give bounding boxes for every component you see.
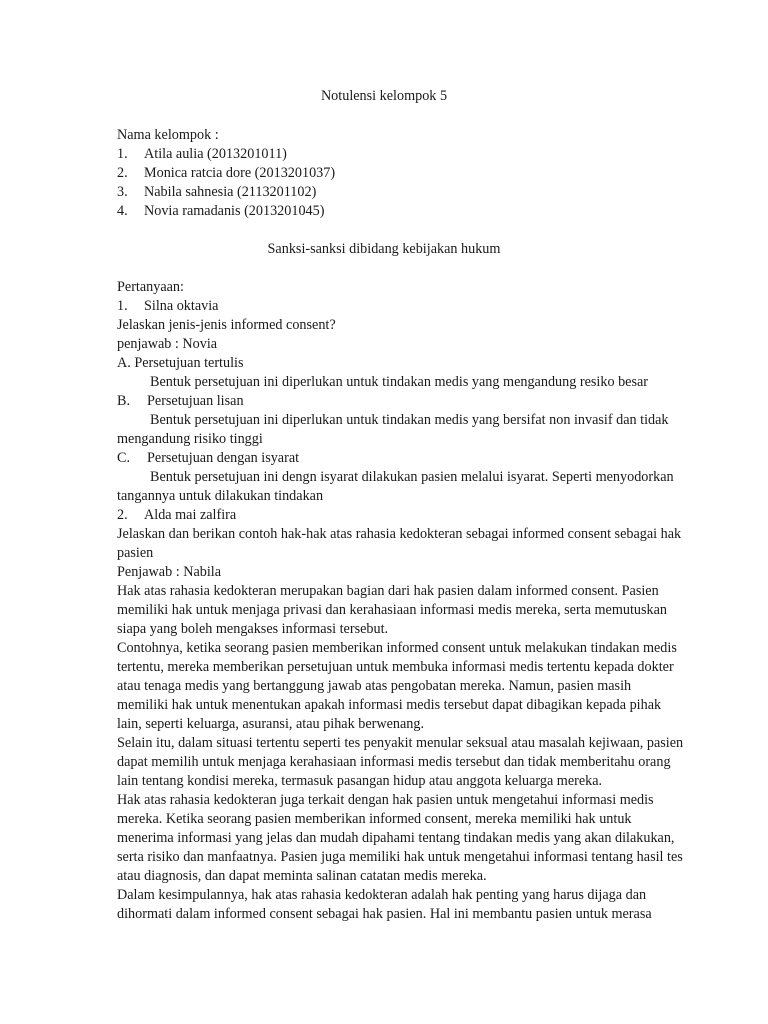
- answer-paragraph-line: Hak atas rahasia kedokteran merupakan bagian dari hak pasien dalam informed consent. Pasien: [117, 583, 659, 599]
- question-2-text-line: Jelaskan dan berikan contoh hak-hak atas rahasia kedokteran sebagai informed consent sebagai hak: [117, 526, 682, 542]
- answer-b-title: Persetujuan lisan: [147, 393, 244, 409]
- asker-name: Silna oktavia: [144, 298, 219, 314]
- question-2-answerer: Penjawab : Nabila: [117, 564, 222, 580]
- member-number: 4.: [117, 203, 128, 219]
- answer-c-title: Persetujuan dengan isyarat: [147, 450, 300, 466]
- section-subtitle: Sanksi-sanksi dibidang kebijakan hukum: [267, 241, 501, 257]
- member-number: 1.: [117, 146, 128, 162]
- answer-c-body-line: tangannya untuk dilakukan tindakan: [117, 488, 324, 504]
- member-name: Nabila sahnesia (2113201102): [144, 184, 317, 200]
- answer-c-letter: C.: [117, 450, 131, 466]
- answer-paragraph-line: atau diagnosis, dan dapat meminta salinan catatan medis mereka.: [117, 868, 487, 884]
- question-1-asker: [117, 297, 218, 316]
- questions-label: Pertanyaan:: [117, 279, 184, 295]
- question-number: 2.: [117, 507, 128, 523]
- answer-paragraph-line: Hak atas rahasia kedokteran juga terkait dengan hak pasien untuk mengetahui informasi medis: [117, 792, 654, 808]
- answer-paragraph-line: lain, seperti keluarga, asuransi, atau pihak berwenang.: [117, 716, 425, 732]
- answer-paragraph-line: Selain itu, dalam situasi tertentu seperti tes penyakit menular seksual atau masalah kejiwaan, pasien: [117, 735, 684, 751]
- question-1-text: Jelaskan jenis-jenis informed consent?: [117, 317, 336, 333]
- answer-paragraph-line: lain tentang kondisi mereka, termasuk pasangan hidup atau anggota keluarga mereka.: [117, 773, 603, 789]
- answer-paragraph-line: tertentu, mereka memberikan persetujuan untuk membuka informasi medis tertentu kepada dokter: [117, 659, 674, 675]
- asker-name: Alda mai zalfira: [144, 507, 237, 523]
- member-item: [117, 145, 287, 164]
- answer-paragraph-line: Contohnya, ketika seorang pasien memberikan informed consent untuk melakukan tindakan medis: [117, 640, 677, 656]
- answer-paragraph-line: serta risiko dan manfaatnya. Pasien juga memiliki hak untuk mengetahui informasi tentang hasil tes: [117, 849, 683, 865]
- answer-b-heading: [117, 392, 244, 411]
- member-number: 3.: [117, 184, 128, 200]
- member-name: Novia ramadanis (2013201045): [144, 203, 325, 219]
- member-item: [117, 183, 316, 202]
- document-title: Notulensi kelompok 5: [320, 88, 448, 104]
- answer-b-body-line: Bentuk persetujuan ini diperlukan untuk tindakan medis yang bersifat non invasif dan tidak: [150, 412, 669, 428]
- answer-c-heading: [117, 449, 299, 468]
- question-number: 1.: [117, 298, 128, 314]
- member-item: [117, 202, 324, 221]
- answer-c-body-line: Bentuk persetujuan ini dengn isyarat dilakukan pasien melalui isyarat. Seperti menyodorkan: [150, 469, 674, 485]
- answer-paragraph-line: menerima informasi yang jelas dan mudah dipahami tentang tindakan medis yang akan dilakukan,: [117, 830, 675, 846]
- answer-a-heading: A. Persetujuan tertulis: [117, 355, 244, 371]
- answer-a-body: Bentuk persetujuan ini diperlukan untuk tindakan medis yang mengandung resiko besar: [150, 374, 649, 390]
- answer-b-body-line: mengandung risiko tinggi: [117, 431, 263, 447]
- members-label: Nama kelompok :: [117, 127, 219, 143]
- answer-paragraph-line: siapa yang boleh mengakses informasi tersebut.: [117, 621, 389, 637]
- answer-b-letter: B.: [117, 393, 131, 409]
- answer-paragraph-line: Dalam kesimpulannya, hak atas rahasia kedokteran adalah hak penting yang harus dijaga dan: [117, 887, 647, 903]
- answer-paragraph-line: dapat memilih untuk menjaga kerahasiaan informasi medis tersebut dan tidak memberitahu orang: [117, 754, 671, 770]
- question-2-text-line: pasien: [117, 545, 154, 561]
- answer-paragraph-line: atau tenaga medis yang bertanggung jawab atas pengobatan mereka. Namun, pasien masih: [117, 678, 632, 694]
- question-2-asker: [117, 506, 236, 525]
- question-1-answerer: penjawab : Novia: [117, 336, 218, 352]
- answer-paragraph-line: memiliki hak untuk menjaga privasi dan kerahasiaan informasi medis mereka, serta memutuskan: [117, 602, 667, 618]
- answer-paragraph-line: dihormati dalam informed consent sebagai hak pasien. Hal ini membantu pasien untuk merasa: [117, 906, 652, 922]
- member-item: [117, 164, 335, 183]
- member-name: Monica ratcia dore (2013201037): [144, 165, 336, 181]
- answer-paragraph-line: memiliki hak untuk menentukan apakah informasi medis tersebut dapat dibagikan kepada pihak: [117, 697, 662, 713]
- member-number: 2.: [117, 165, 128, 181]
- member-name: Atila aulia (2013201011): [144, 146, 287, 162]
- answer-paragraph-line: mereka. Ketika seorang pasien memberikan informed consent, mereka memiliki hak untuk: [117, 811, 632, 827]
